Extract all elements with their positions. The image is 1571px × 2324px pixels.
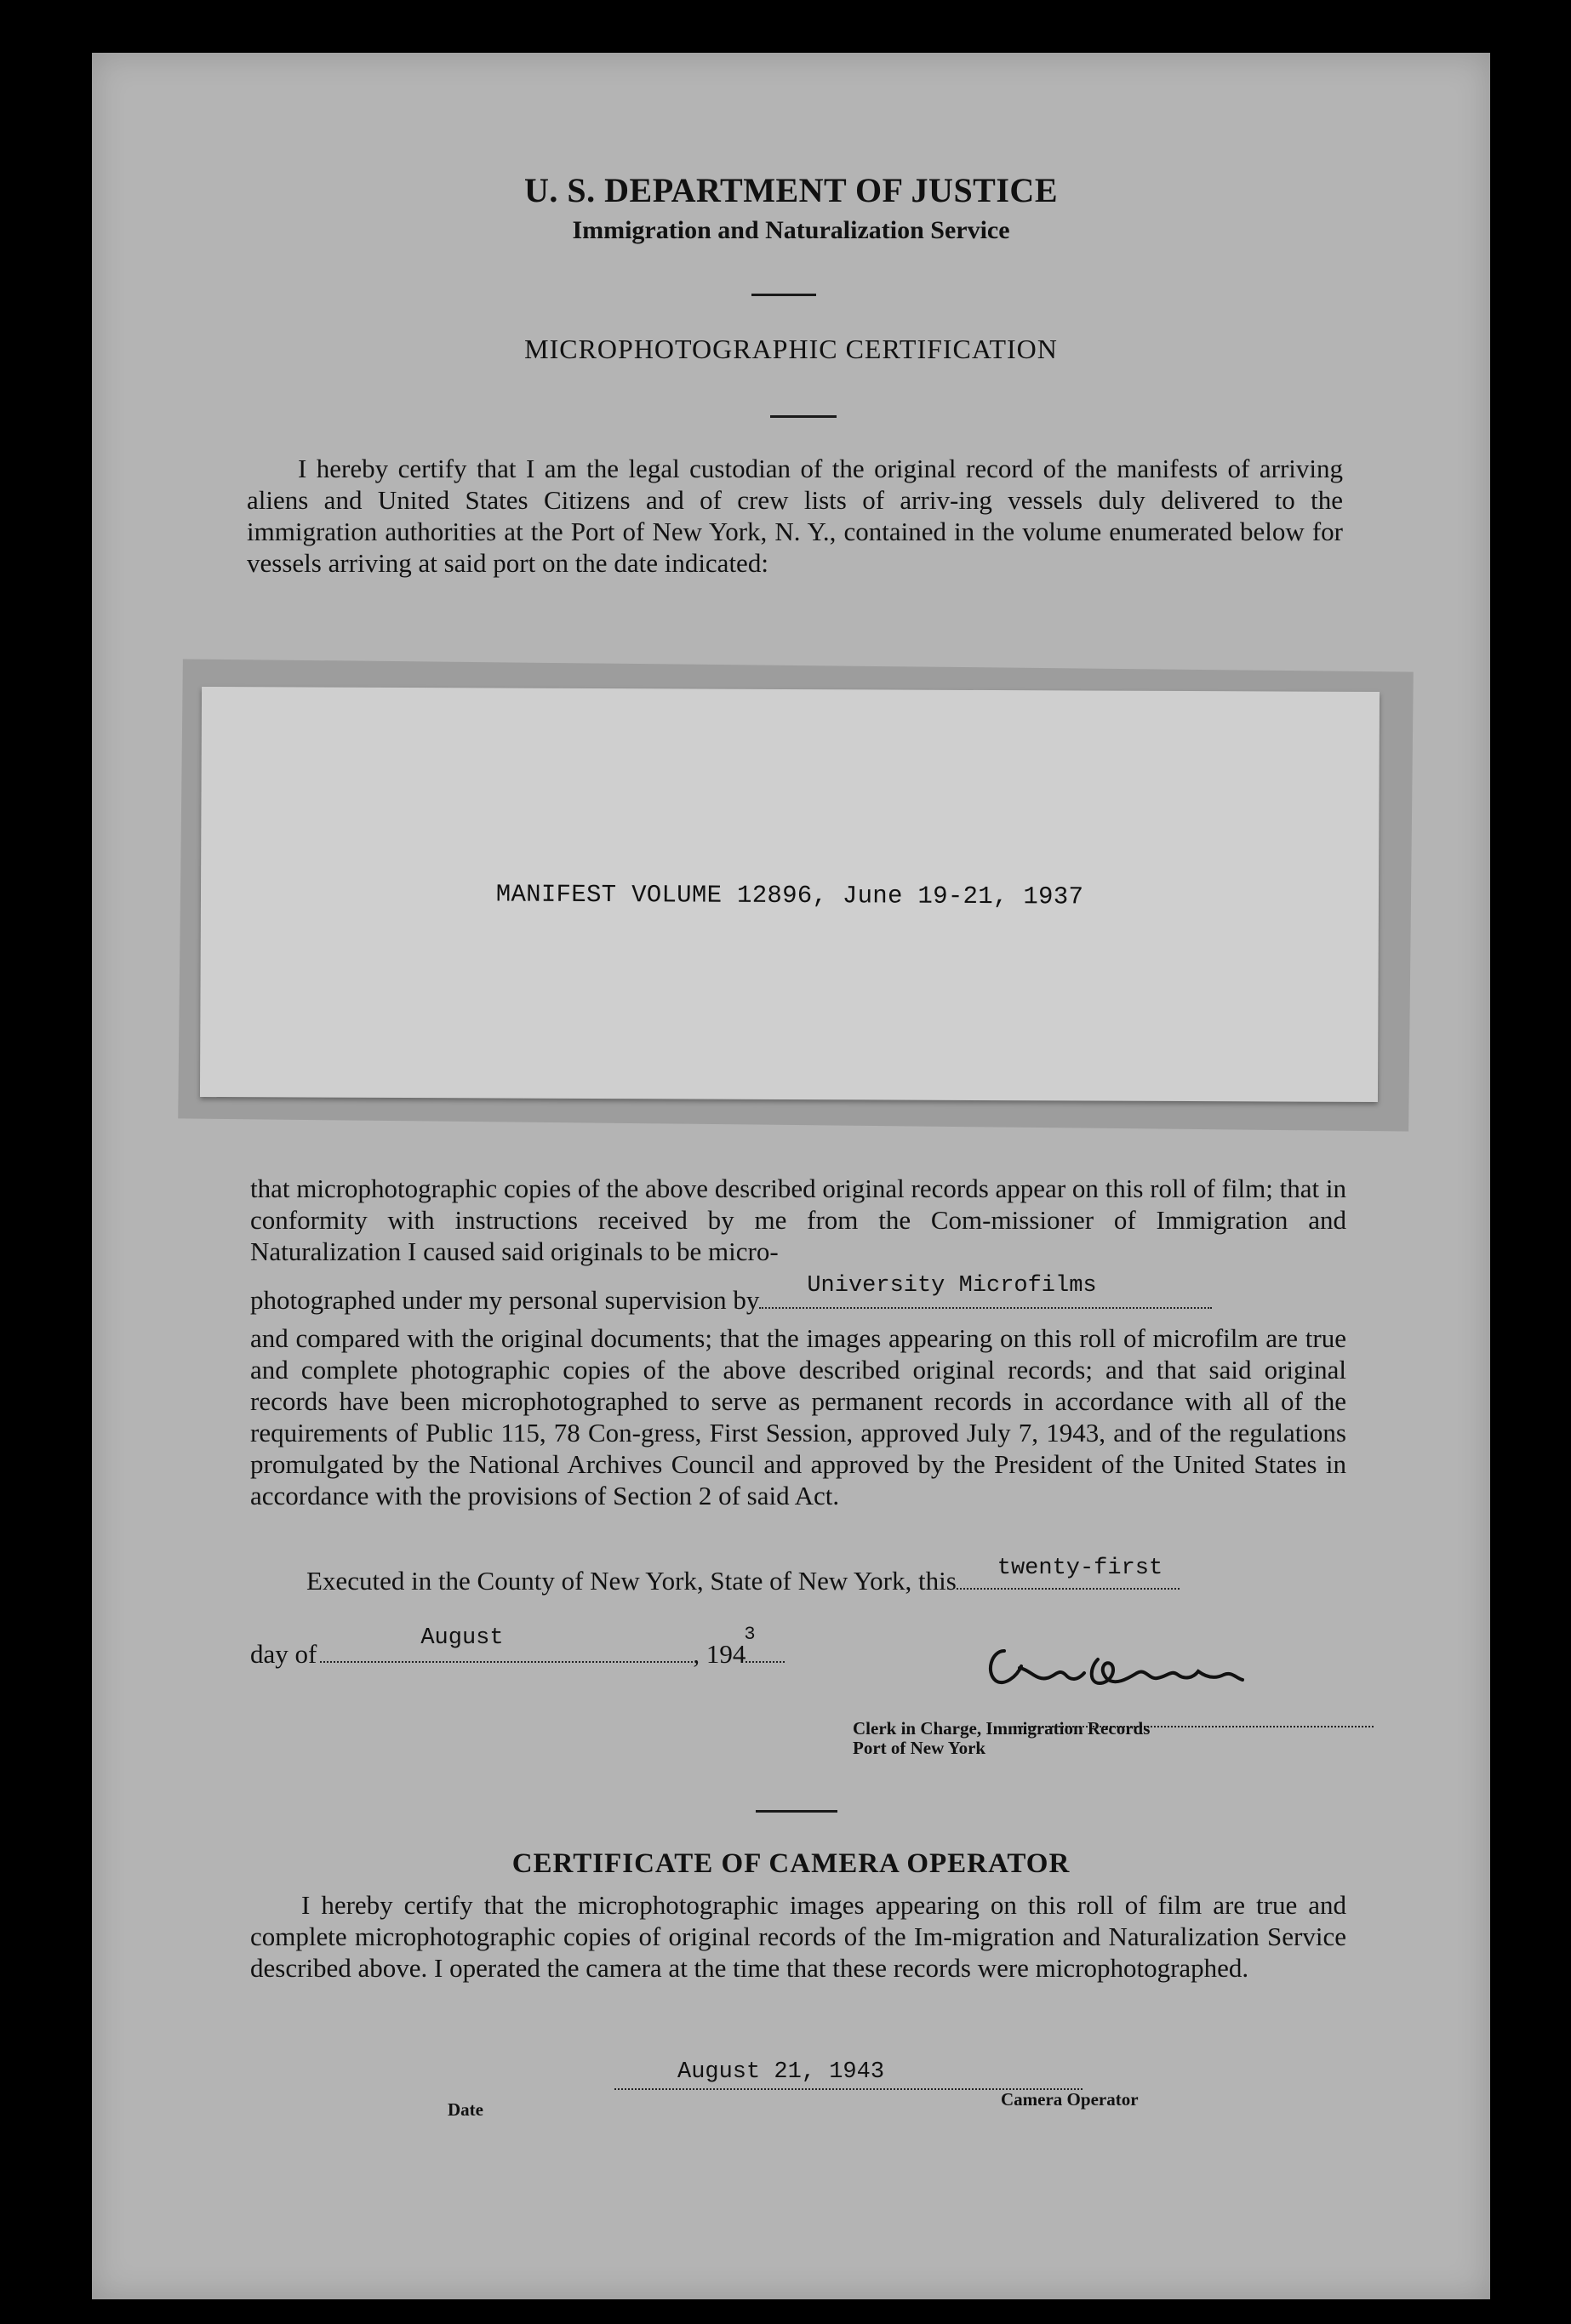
month-value: August [420,1625,504,1651]
copies-statement-part1: that microphotographic copies of the above described original records appear on this roll of film; that in conformity with instructions received by me from the Com-missioner of Immigration and Naturalization I caused said originals to be micro- [250,1173,1346,1266]
form-title: MICROPHOTOGRAPHIC CERTIFICATION [524,334,1058,364]
date-value: August 21, 1943 [677,2059,885,2085]
date-fill-line [614,2059,1083,2090]
agency-heading: U. S. DEPARTMENT OF JUSTICE [524,171,1058,209]
service-subheading: Immigration and Naturalization Service [572,216,1010,244]
date-label: Date [448,2099,483,2120]
year-digit: 3 [744,1624,756,1645]
copies-statement-part2: and compared with the original documents; that the images appearing on this roll of microfilm are true and complete photographic copies of the above described original records; and that said original records have been microphotographed to serve as permanent records in accordance with all of the requirements of Public 115, 78 Con-gress, First Session, approved July 7, 1943, and of the regulations promulgated by the National Archives Council and approved by the President of the United States in accordance with the provisions of Section 2 of said Act. [250,1323,1346,1510]
day-fill-line [957,1556,1180,1590]
day-of-line [250,1624,785,1670]
clerk-title-line1: Clerk in Charge, Immigration Records [853,1718,1151,1739]
custodian-statement: I hereby certify that I am the legal custodian of the original record of the manifests of arriving aliens and United States Citizens and of crew lists of arriv-ing vessels duly delivered to the immigration authorities at the Port of New York, N. Y., contained in the volume enumerated below for vessels arriving at said port on the date indicated: [247,454,1343,578]
certificate-page [92,53,1490,2299]
day-of-label: day of [250,1639,317,1669]
volume-slip-text: MANIFEST VOLUME 12896, June 19-21, 1937 [495,880,1084,911]
clerk-signature [970,1634,1413,1710]
divider-rule [756,1810,837,1813]
clerk-title-line2: Port of New York [853,1738,986,1758]
volume-slip [200,687,1380,1102]
camera-statement: I hereby certify that the microphotographic images appearing on this roll of film are true and complete microphotographic copies of original records of the Im-migration and Naturalization Service described above. I operated the camera at the time that these records were microphotographed. [250,1890,1346,1983]
execution-line [306,1556,1180,1596]
supervision-fill-line [759,1273,1212,1309]
camera-operator-label: Camera Operator [1001,2089,1139,2110]
month-fill-line [320,1625,693,1663]
divider-rule [751,294,816,296]
day-value: twenty-first [997,1556,1163,1581]
clerk-title [853,1719,1150,1758]
year-prefix: , 194 [693,1639,746,1669]
supervision-line [250,1273,1212,1316]
year-fill-line [744,1624,785,1663]
supervision-value: University Microfilms [807,1273,1097,1299]
camera-certificate-title: CERTIFICATE OF CAMERA OPERATOR [511,1848,1071,1879]
divider-rule [770,415,837,418]
supervision-prefix: photographed under my personal supervision by [250,1285,760,1315]
execution-prefix: Executed in the County of New York, State of New York, this [306,1566,957,1596]
